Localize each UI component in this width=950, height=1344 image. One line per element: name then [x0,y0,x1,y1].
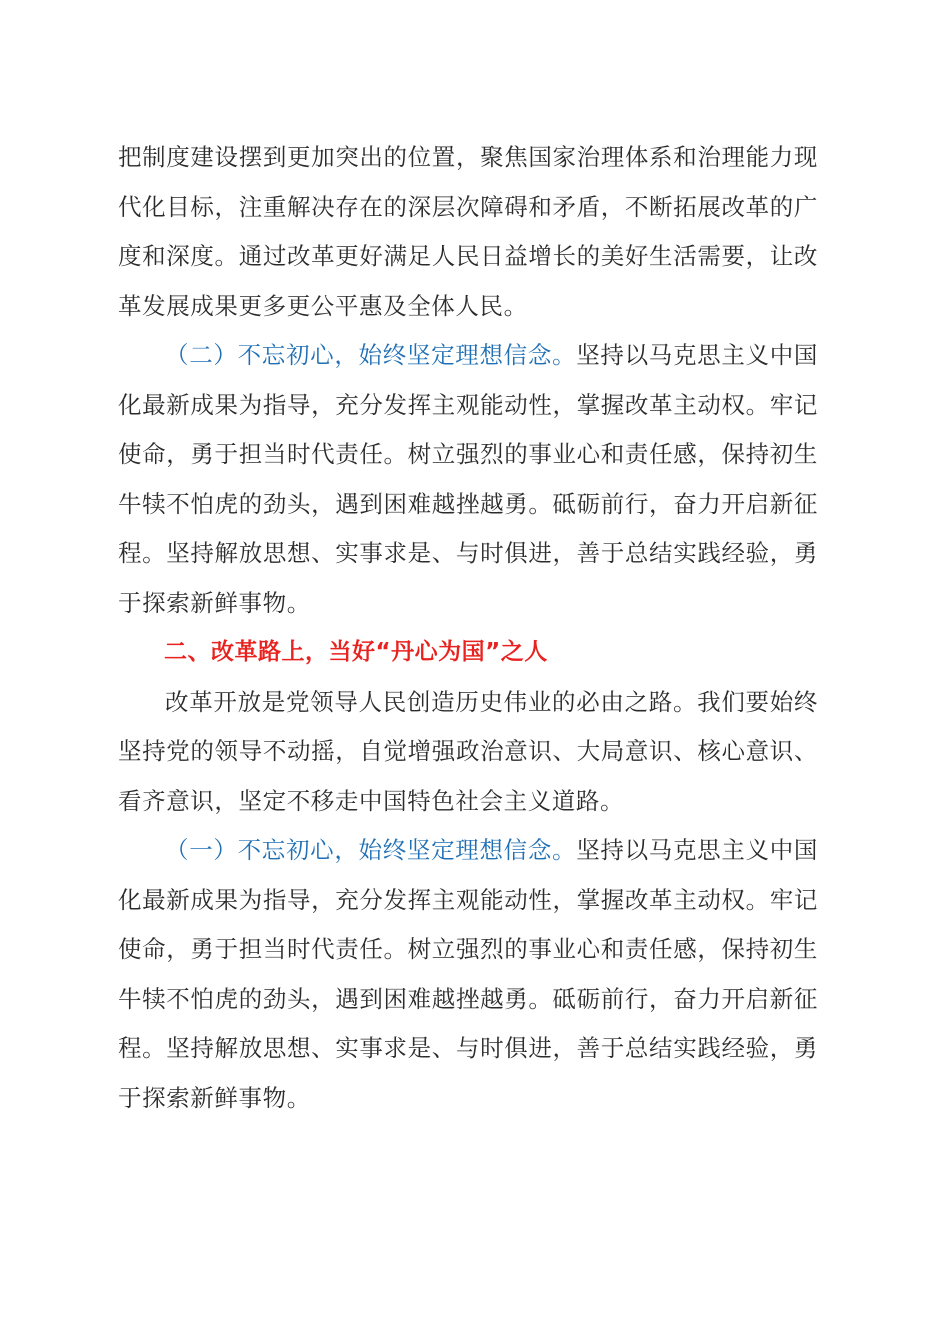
paragraph-text: 坚持以马克思主义中国化最新成果为指导，充分发挥主观能动性，掌握改革主动权。牢记使命，勇于担当时代责任。树立强烈的事业心和责任感，保持初生牛犊不怕虎的劲头，遇到困难越挫越勇。砥砺前行，奋力开启新征程。坚持解放思想、实事求是、与时俱进，善于总结实践经验，勇于探索新鲜事物。 [118,341,818,617]
paragraph-subsection-1 [118,826,818,1123]
document-body [118,133,818,1123]
paragraph-subsection-2 [118,331,818,628]
section-heading: 二、改革路上，当好“丹心为国”之人 [164,639,548,665]
paragraph-reform-system [118,133,818,331]
subsection-heading: （一）不忘初心，始终坚定理想信念。 [165,836,577,864]
subsection-heading: （二）不忘初心，始终坚定理想信念。 [165,341,577,369]
paragraph-reform-opening [118,678,818,827]
paragraph-text: 改革开放是党领导人民创造历史伟业的必由之路。我们要始终坚持党的领导不动摇，自觉增强政治意识、大局意识、核心意识、看齐意识，坚定不移走中国特色社会主义道路。 [118,687,818,815]
paragraph-text: 坚持以马克思主义中国化最新成果为指导，充分发挥主观能动性，掌握改革主动权。牢记使命，勇于担当时代责任。树立强烈的事业心和责任感，保持初生牛犊不怕虎的劲头，遇到困难越挫越勇。砥砺前行，奋力开启新征程。坚持解放思想、实事求是、与时俱进，善于总结实践经验，勇于探索新鲜事物。 [118,836,818,1112]
paragraph-text: 把制度建设摆到更加突出的位置，聚焦国家治理体系和治理能力现代化目标，注重解决存在的深层次障碍和矛盾，不断拓展改革的广度和深度。通过改革更好满足人民日益增长的美好生活需要，让改革发展成果更多更公平惠及全体人民。 [118,143,818,320]
